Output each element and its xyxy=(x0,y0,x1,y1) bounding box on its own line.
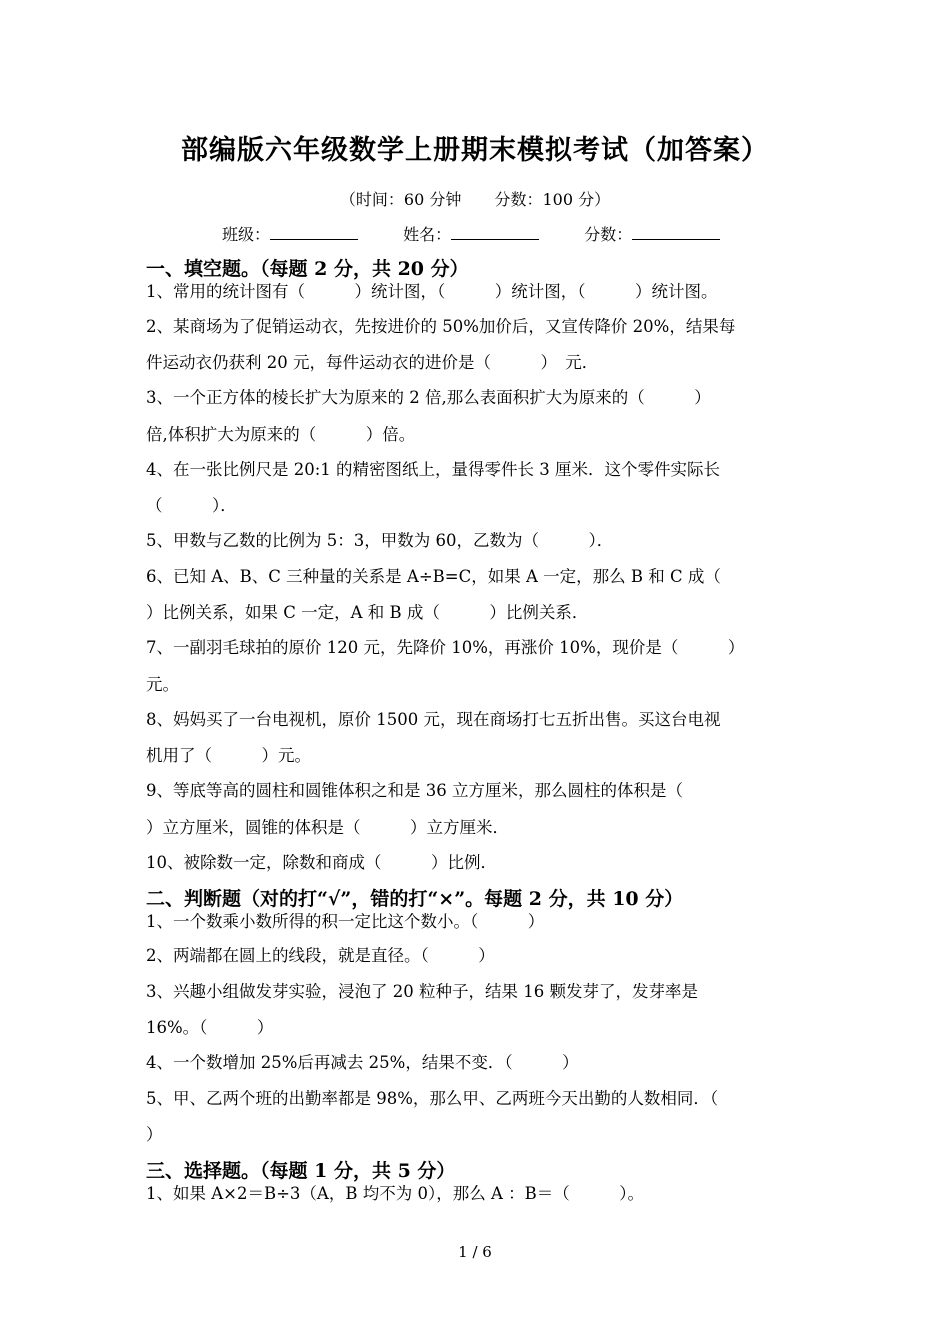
question-line: 3、一个正方体的棱长扩大为原来的 2 倍,那么表面积扩大为原来的（ ） xyxy=(146,388,711,407)
question-line: 10、被除数一定，除数和商成（ ）比例． xyxy=(146,853,497,872)
question-line: 3、兴趣小组做发芽实验，浸泡了 20 粒种子，结果 16 颗发芽了，发芽率是 xyxy=(146,982,698,1001)
question-line: 7、一副羽毛球拍的原价 120 元，先降价 10%，再涨价 10%，现价是（ ） xyxy=(146,638,745,657)
exam-total-score: 分数：100 分） xyxy=(494,190,611,209)
question-line: 2、某商场为了促销运动衣，先按进价的 50%加价后，又宣传降价 20%，结果每 xyxy=(146,317,736,336)
question-line: 1、一个数乘小数所得的积一定比这个数小。（ ） xyxy=(146,912,545,931)
question-line: 6、已知 A、B、C 三种量的关系是 A÷B=C，如果 A 一定，那么 B 和 C 成（ xyxy=(146,567,721,586)
question-line: 倍,体积扩大为原来的（ ）倍。 xyxy=(146,425,416,444)
question-line: 1、如果 A×2＝B÷3（A，B 均不为 0），那么 A ：B＝（ ）。 xyxy=(146,1184,644,1203)
score-field xyxy=(584,222,720,245)
question-line: 机用了（ ）元。 xyxy=(146,746,311,765)
question-line: 8、妈妈买了一台电视机，原价 1500 元，现在商场打七五折出售。买这台电视 xyxy=(146,710,721,729)
page-number: 1 / 6 xyxy=(458,1243,492,1261)
page-title: 部编版六年级数学上册期末模拟考试（加答案） xyxy=(181,135,769,166)
class-label: 班级： xyxy=(222,225,271,244)
question-line: ） xyxy=(146,1125,163,1144)
question-line: 2、两端都在圆上的线段，就是直径。（ ） xyxy=(146,946,495,965)
class-field xyxy=(222,222,358,245)
question-line: 5、甲、乙两个班的出勤率都是 98%，那么甲、乙两班今天出勤的人数相同．（ xyxy=(146,1089,719,1108)
score-label: 分数： xyxy=(584,225,633,244)
question-line: 16%。（ ） xyxy=(146,1018,274,1037)
section-heading-judge: 二、判断题（对的打“√”，错的打“×”。每题 2 分，共 10 分） xyxy=(146,888,684,910)
exam-meta xyxy=(0,187,950,210)
question-line: （ ）． xyxy=(146,496,237,515)
question-line: ）比例关系，如果 C 一定，A 和 B 成（ ）比例关系． xyxy=(146,603,589,622)
score-blank xyxy=(632,225,720,240)
name-blank xyxy=(451,225,539,240)
class-blank xyxy=(270,225,358,240)
question-line: 4、一个数增加 25%后再减去 25%，结果不变．（ ） xyxy=(146,1053,579,1072)
section-heading-fill: 一、填空题。（每题 2 分，共 20 分） xyxy=(146,258,469,280)
question-line: 9、等底等高的圆柱和圆锥体积之和是 36 立方厘米，那么圆柱的体积是（ xyxy=(146,781,683,800)
question-line: 1、常用的统计图有（ ）统计图，（ ）统计图，（ ）统计图。 xyxy=(146,282,718,301)
section-heading-choice: 三、选择题。（每题 1 分，共 5 分） xyxy=(146,1160,456,1182)
question-line: ）立方厘米，圆锥的体积是（ ）立方厘米． xyxy=(146,818,509,837)
name-field xyxy=(403,222,539,245)
question-line: 5、甲数与乙数的比例为 5：3，甲数为 60，乙数为（ ）． xyxy=(146,531,614,550)
name-label: 姓名： xyxy=(403,225,452,244)
student-info xyxy=(222,222,760,245)
question-line: 元。 xyxy=(146,675,179,694)
question-line: 4、在一张比例尺是 20:1 的精密图纸上，量得零件长 3 厘米．这个零件实际长 xyxy=(146,460,721,479)
exam-time: （时间：60 分钟 xyxy=(339,190,462,209)
question-line: 件运动衣仍获利 20 元，每件运动衣的进价是（ ） 元． xyxy=(146,353,599,372)
